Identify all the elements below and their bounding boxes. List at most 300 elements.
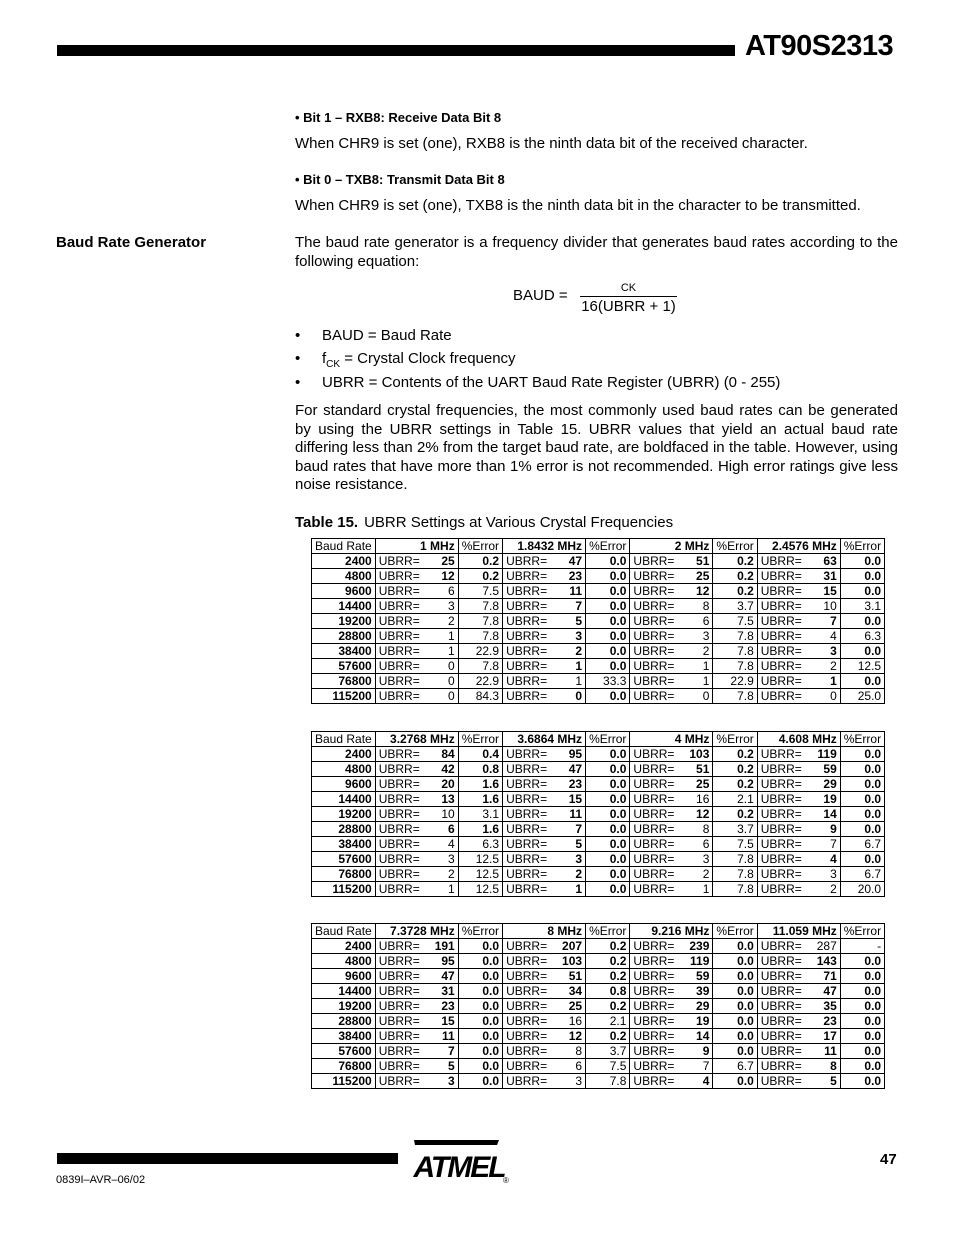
error-value: 0.0 <box>713 1044 757 1059</box>
ubrr-value: 2 <box>430 614 458 629</box>
ubrr-value: 1 <box>430 644 458 659</box>
ubrr-label: UBRR= <box>503 984 558 999</box>
ubrr-value: 3 <box>430 599 458 614</box>
error-value: 0.0 <box>586 644 630 659</box>
ubrr-label: UBRR= <box>375 747 430 762</box>
error-value: 0.0 <box>586 792 630 807</box>
ubrr-table <box>311 731 885 897</box>
ubrr-label: UBRR= <box>757 1014 812 1029</box>
error-value: 0.0 <box>586 599 630 614</box>
ubrr-label: UBRR= <box>757 822 812 837</box>
ubrr-label: UBRR= <box>503 837 558 852</box>
svg-text:®: ® <box>503 1176 509 1185</box>
ubrr-label: UBRR= <box>630 792 685 807</box>
table-caption-label: Table 15. <box>295 514 359 531</box>
ubrr-value: 29 <box>685 999 713 1014</box>
error-value: 22.9 <box>458 644 502 659</box>
ubrr-label: UBRR= <box>630 837 685 852</box>
ubrr-value: 12 <box>685 584 713 599</box>
ubrr-value: 4 <box>685 1074 713 1089</box>
ubrr-value: 2 <box>812 882 840 897</box>
baud-rate-cell: 14400 <box>312 984 376 999</box>
ubrr-value: 9 <box>685 1044 713 1059</box>
baud-rate-cell: 57600 <box>312 1044 376 1059</box>
ubrr-value: 5 <box>558 614 586 629</box>
ubrr-value: 11 <box>558 584 586 599</box>
ubrr-value: 6 <box>430 822 458 837</box>
ubrr-label: UBRR= <box>630 644 685 659</box>
error-value: 1.6 <box>458 777 502 792</box>
ubrr-value: 19 <box>812 792 840 807</box>
ubrr-value: 8 <box>812 1059 840 1074</box>
error-value: 22.9 <box>713 674 757 689</box>
ubrr-label: UBRR= <box>757 659 812 674</box>
ubrr-value: 12 <box>430 569 458 584</box>
ubrr-label: UBRR= <box>503 954 558 969</box>
ubrr-label: UBRR= <box>503 644 558 659</box>
ubrr-label: UBRR= <box>757 867 812 882</box>
svg-text:ATMEL: ATMEL <box>413 1151 505 1184</box>
error-value: 0.0 <box>586 689 630 704</box>
bullet-text: UBRR = Contents of the UART Baud Rate Register (UBRR) (0 - 255) <box>322 374 781 391</box>
baud-rate-header: Baud Rate <box>312 539 376 554</box>
error-value: 7.5 <box>713 837 757 852</box>
error-value: 0.2 <box>586 939 630 954</box>
ubrr-value: 1 <box>685 882 713 897</box>
ubrr-value: 84 <box>430 747 458 762</box>
ubrr-label: UBRR= <box>375 777 430 792</box>
error-value: 0.0 <box>713 939 757 954</box>
ubrr-value: 14 <box>685 1029 713 1044</box>
ubrr-label: UBRR= <box>757 984 812 999</box>
ubrr-label: UBRR= <box>630 1014 685 1029</box>
ubrr-label: UBRR= <box>630 1044 685 1059</box>
ubrr-label: UBRR= <box>375 882 430 897</box>
ubrr-value: 6 <box>685 614 713 629</box>
error-value: 0.2 <box>713 747 757 762</box>
error-value: 0.0 <box>586 762 630 777</box>
ubrr-label: UBRR= <box>375 1074 430 1089</box>
ubrr-value: 239 <box>685 939 713 954</box>
error-value: 1.6 <box>458 792 502 807</box>
error-value: 0.0 <box>840 984 884 999</box>
ubrr-value: 6 <box>685 837 713 852</box>
bullet-text: $f_{CK}$ = Crystal Clock frequency <box>322 350 516 370</box>
ubrr-value: 39 <box>685 984 713 999</box>
error-value: 0.2 <box>713 584 757 599</box>
table-row <box>312 644 885 659</box>
error-header: %Error <box>840 924 884 939</box>
ubrr-label: UBRR= <box>757 882 812 897</box>
baud-rate-cell: 19200 <box>312 807 376 822</box>
ubrr-label: UBRR= <box>630 954 685 969</box>
ubrr-value: 11 <box>558 807 586 822</box>
ubrr-value: 8 <box>685 822 713 837</box>
ubrr-value: 59 <box>685 969 713 984</box>
ubrr-label: UBRR= <box>630 852 685 867</box>
table-row <box>312 984 885 999</box>
ubrr-value: 1 <box>558 659 586 674</box>
baud-rate-cell: 115200 <box>312 689 376 704</box>
error-value: 0.0 <box>713 969 757 984</box>
baud-rate-cell: 19200 <box>312 999 376 1014</box>
error-value: 12.5 <box>458 867 502 882</box>
frequency-header: 8 MHz <box>503 924 586 939</box>
footer-rule <box>57 1153 398 1164</box>
ubrr-value: 14 <box>812 807 840 822</box>
page-number: 47 <box>880 1151 897 1168</box>
baud-rate-cell: 2400 <box>312 747 376 762</box>
ubrr-value: 23 <box>430 999 458 1014</box>
error-value: 0.2 <box>713 554 757 569</box>
baud-rate-cell: 4800 <box>312 762 376 777</box>
ubrr-value: 15 <box>812 584 840 599</box>
ubrr-value: 16 <box>558 1014 586 1029</box>
error-value: 0.0 <box>713 954 757 969</box>
baud-rate-cell: 4800 <box>312 569 376 584</box>
error-value: 6.7 <box>713 1059 757 1074</box>
error-value: 7.8 <box>586 1074 630 1089</box>
error-value: 12.5 <box>458 882 502 897</box>
ubrr-label: UBRR= <box>503 1014 558 1029</box>
ubrr-value: 10 <box>430 807 458 822</box>
ubrr-label: UBRR= <box>375 659 430 674</box>
ubrr-value: 71 <box>812 969 840 984</box>
ubrr-label: UBRR= <box>375 614 430 629</box>
ubrr-label: UBRR= <box>503 822 558 837</box>
ubrr-label: UBRR= <box>757 1059 812 1074</box>
baud-rate-cell: 19200 <box>312 614 376 629</box>
ubrr-value: 3 <box>558 852 586 867</box>
bullet-text: BAUD = Baud Rate <box>322 327 452 344</box>
ubrr-value: 16 <box>685 792 713 807</box>
error-value: 0.0 <box>840 1059 884 1074</box>
error-value: 0.0 <box>458 1029 502 1044</box>
table-row <box>312 1059 885 1074</box>
ubrr-value: 3 <box>430 852 458 867</box>
ubrr-value: 3 <box>812 867 840 882</box>
ubrr-value: 4 <box>812 852 840 867</box>
ubrr-value: 95 <box>430 954 458 969</box>
error-value: 0.0 <box>713 984 757 999</box>
error-value: 7.8 <box>458 614 502 629</box>
table-row <box>312 569 885 584</box>
error-value: 0.0 <box>840 954 884 969</box>
ubrr-value: 1 <box>812 674 840 689</box>
error-header: %Error <box>713 539 757 554</box>
error-value: 0.2 <box>713 807 757 822</box>
ubrr-value: 59 <box>812 762 840 777</box>
ubrr-value: 19 <box>685 1014 713 1029</box>
ubrr-label: UBRR= <box>630 867 685 882</box>
ubrr-label: UBRR= <box>503 569 558 584</box>
bullet-dot: • <box>295 350 301 367</box>
ubrr-value: 23 <box>558 569 586 584</box>
error-value: 0.2 <box>713 762 757 777</box>
ubrr-value: 7 <box>812 614 840 629</box>
error-value: 7.8 <box>713 852 757 867</box>
ubrr-value: 2 <box>685 867 713 882</box>
error-value: 0.0 <box>586 882 630 897</box>
ubrr-label: UBRR= <box>757 747 812 762</box>
baud-rate-cell: 38400 <box>312 644 376 659</box>
ubrr-label: UBRR= <box>375 644 430 659</box>
error-value: 0.0 <box>713 1014 757 1029</box>
table-row <box>312 1014 885 1029</box>
baud-rate-header: Baud Rate <box>312 924 376 939</box>
ubrr-label: UBRR= <box>375 999 430 1014</box>
table-row <box>312 807 885 822</box>
error-value: 0.0 <box>713 1074 757 1089</box>
ubrr-label: UBRR= <box>630 1029 685 1044</box>
table-header-row <box>312 924 885 939</box>
error-value: 3.1 <box>840 599 884 614</box>
ubrr-value: 0 <box>430 674 458 689</box>
baud-rate-cell: 57600 <box>312 852 376 867</box>
ubrr-label: UBRR= <box>375 792 430 807</box>
ubrr-table <box>311 923 885 1089</box>
error-value: 0.8 <box>586 984 630 999</box>
baud-rate-cell: 76800 <box>312 1059 376 1074</box>
ubrr-value: 9 <box>812 822 840 837</box>
table-row <box>312 762 885 777</box>
error-value: 0.2 <box>586 1029 630 1044</box>
error-value: 7.5 <box>713 614 757 629</box>
ubrr-label: UBRR= <box>757 614 812 629</box>
table-row <box>312 614 885 629</box>
baud-rate-cell: 38400 <box>312 837 376 852</box>
baud-rate-cell: 4800 <box>312 954 376 969</box>
ubrr-value: 3 <box>558 629 586 644</box>
baud-rate-cell: 115200 <box>312 1074 376 1089</box>
ubrr-label: UBRR= <box>630 659 685 674</box>
ubrr-label: UBRR= <box>630 747 685 762</box>
ubrr-label: UBRR= <box>375 599 430 614</box>
ubrr-value: 47 <box>558 762 586 777</box>
error-value: 0.0 <box>840 569 884 584</box>
ubrr-value: 103 <box>558 954 586 969</box>
table-row <box>312 867 885 882</box>
error-value: 3.7 <box>713 599 757 614</box>
error-value: 0.2 <box>586 954 630 969</box>
error-value: 0.0 <box>586 852 630 867</box>
ubrr-value: 1 <box>558 882 586 897</box>
ubrr-label: UBRR= <box>630 882 685 897</box>
ubrr-label: UBRR= <box>503 747 558 762</box>
ubrr-label: UBRR= <box>375 984 430 999</box>
ubrr-label: UBRR= <box>757 969 812 984</box>
error-value: 12.5 <box>458 852 502 867</box>
ubrr-label: UBRR= <box>757 852 812 867</box>
ubrr-label: UBRR= <box>503 629 558 644</box>
table-row <box>312 674 885 689</box>
error-value: 0.0 <box>586 867 630 882</box>
ubrr-value: 8 <box>558 1044 586 1059</box>
ubrr-label: UBRR= <box>375 807 430 822</box>
ubrr-label: UBRR= <box>630 939 685 954</box>
bit0-text: When CHR9 is set (one), TXB8 is the ninth data bit in the character to be transmitted. <box>295 197 861 214</box>
error-value: 7.8 <box>713 659 757 674</box>
baud-rate-cell: 9600 <box>312 969 376 984</box>
ubrr-value: 20 <box>430 777 458 792</box>
error-value: 0.0 <box>458 954 502 969</box>
frequency-header: 1.8432 MHz <box>503 539 586 554</box>
document-id: 0839I–AVR–06/02 <box>56 1174 146 1186</box>
ubrr-label: UBRR= <box>375 939 430 954</box>
ubrr-value: 15 <box>558 792 586 807</box>
baud-paragraph: For standard crystal frequencies, the most commonly used baud rates can be generated by using the UBRR settings in Table 15. UBRR values that yield an actual baud rate differing less than 2% from the target baud rate, are boldfaced in the table. However, using baud rates that have more than 1% error is not recommended. High error ratings give less noise resistance. <box>295 402 898 493</box>
ubrr-label: UBRR= <box>757 674 812 689</box>
ubrr-value: 34 <box>558 984 586 999</box>
ubrr-label: UBRR= <box>503 777 558 792</box>
ubrr-label: UBRR= <box>375 1029 430 1044</box>
ubrr-value: 2 <box>812 659 840 674</box>
ubrr-label: UBRR= <box>503 614 558 629</box>
error-header: %Error <box>458 539 502 554</box>
frequency-header: 3.6864 MHz <box>503 732 586 747</box>
ubrr-value: 5 <box>430 1059 458 1074</box>
ubrr-label: UBRR= <box>757 1074 812 1089</box>
ubrr-label: UBRR= <box>630 674 685 689</box>
equation-denominator: 16(UBRR + 1) <box>581 298 676 315</box>
error-value: 0.0 <box>840 762 884 777</box>
baud-rate-cell: 14400 <box>312 792 376 807</box>
bullet-dot: • <box>295 374 301 391</box>
table-header-row <box>312 732 885 747</box>
error-header: %Error <box>586 924 630 939</box>
ubrr-label: UBRR= <box>630 1074 685 1089</box>
ubrr-value: 5 <box>558 837 586 852</box>
frequency-header: 1 MHz <box>375 539 458 554</box>
error-value: 0.0 <box>713 999 757 1014</box>
ubrr-value: 143 <box>812 954 840 969</box>
ubrr-label: UBRR= <box>503 867 558 882</box>
frequency-header: 4.608 MHz <box>757 732 840 747</box>
ubrr-value: 11 <box>430 1029 458 1044</box>
ubrr-value: 3 <box>558 1074 586 1089</box>
ubrr-value: 13 <box>430 792 458 807</box>
table-row <box>312 939 885 954</box>
ubrr-value: 31 <box>430 984 458 999</box>
ubrr-label: UBRR= <box>375 969 430 984</box>
ubrr-label: UBRR= <box>503 882 558 897</box>
ubrr-label: UBRR= <box>630 822 685 837</box>
error-value: 84.3 <box>458 689 502 704</box>
error-value: 0.0 <box>840 554 884 569</box>
bit1-text: When CHR9 is set (one), RXB8 is the ninth data bit of the received character. <box>295 135 808 152</box>
ubrr-value: 1 <box>558 674 586 689</box>
baud-rate-cell: 28800 <box>312 822 376 837</box>
error-value: 0.0 <box>840 584 884 599</box>
ubrr-label: UBRR= <box>757 939 812 954</box>
ubrr-label: UBRR= <box>757 837 812 852</box>
table-row <box>312 852 885 867</box>
error-value: 7.8 <box>713 644 757 659</box>
ubrr-value: 51 <box>558 969 586 984</box>
error-value: 0.2 <box>713 777 757 792</box>
error-value: 7.8 <box>458 629 502 644</box>
frequency-header: 2.4576 MHz <box>757 539 840 554</box>
ubrr-value: 1 <box>430 629 458 644</box>
error-value: 20.0 <box>840 882 884 897</box>
ubrr-value: 0 <box>430 689 458 704</box>
ubrr-label: UBRR= <box>757 689 812 704</box>
ubrr-label: UBRR= <box>375 1059 430 1074</box>
error-value: 0.0 <box>458 1074 502 1089</box>
ubrr-value: 31 <box>812 569 840 584</box>
ubrr-value: 4 <box>430 837 458 852</box>
ubrr-label: UBRR= <box>630 554 685 569</box>
error-value: 0.0 <box>840 807 884 822</box>
ubrr-value: 51 <box>685 554 713 569</box>
equation-lhs: BAUD = <box>513 287 568 304</box>
ubrr-label: UBRR= <box>503 674 558 689</box>
error-value: 0.8 <box>458 762 502 777</box>
table-row <box>312 1074 885 1089</box>
frequency-header: 2 MHz <box>630 539 713 554</box>
error-value: 0.0 <box>586 777 630 792</box>
frequency-header: 9.216 MHz <box>630 924 713 939</box>
ubrr-label: UBRR= <box>503 554 558 569</box>
ubrr-value: 1 <box>685 659 713 674</box>
ubrr-label: UBRR= <box>375 837 430 852</box>
ubrr-value: 15 <box>430 1014 458 1029</box>
ubrr-label: UBRR= <box>630 1059 685 1074</box>
table-row <box>312 1029 885 1044</box>
ubrr-label: UBRR= <box>757 644 812 659</box>
error-value: 7.8 <box>713 882 757 897</box>
table-row <box>312 882 885 897</box>
error-header: %Error <box>586 732 630 747</box>
frequency-header: 3.2768 MHz <box>375 732 458 747</box>
error-value: 7.8 <box>713 689 757 704</box>
ubrr-label: UBRR= <box>375 762 430 777</box>
ubrr-value: 25 <box>558 999 586 1014</box>
error-value: 0.0 <box>840 747 884 762</box>
error-value: 7.8 <box>713 629 757 644</box>
ubrr-label: UBRR= <box>503 1029 558 1044</box>
bit1-heading: • Bit 1 – RXB8: Receive Data Bit 8 <box>295 110 502 125</box>
ubrr-label: UBRR= <box>375 584 430 599</box>
header-rule <box>57 45 735 56</box>
table-row <box>312 777 885 792</box>
frequency-header: 4 MHz <box>630 732 713 747</box>
baud-rate-cell: 28800 <box>312 629 376 644</box>
error-value: 25.0 <box>840 689 884 704</box>
baud-intro: The baud rate generator is a frequency divider that generates baud rates according to the following equation: <box>295 234 898 270</box>
error-value: 6.7 <box>840 867 884 882</box>
ubrr-value: 2 <box>558 867 586 882</box>
ubrr-value: 3 <box>685 852 713 867</box>
error-value: 0.0 <box>458 939 502 954</box>
ubrr-label: UBRR= <box>503 939 558 954</box>
error-value: 6.3 <box>840 629 884 644</box>
error-value: 0.0 <box>840 999 884 1014</box>
fraction-line <box>580 296 677 297</box>
ubrr-value: 95 <box>558 747 586 762</box>
ubrr-value: 1 <box>685 674 713 689</box>
ubrr-value: 10 <box>812 599 840 614</box>
ubrr-label: UBRR= <box>630 762 685 777</box>
table-row <box>312 689 885 704</box>
table-row <box>312 792 885 807</box>
ubrr-value: 287 <box>812 939 840 954</box>
ubrr-value: 7 <box>558 822 586 837</box>
error-value: 0.0 <box>586 629 630 644</box>
error-value: 0.0 <box>458 1044 502 1059</box>
ubrr-label: UBRR= <box>375 954 430 969</box>
ubrr-label: UBRR= <box>757 584 812 599</box>
